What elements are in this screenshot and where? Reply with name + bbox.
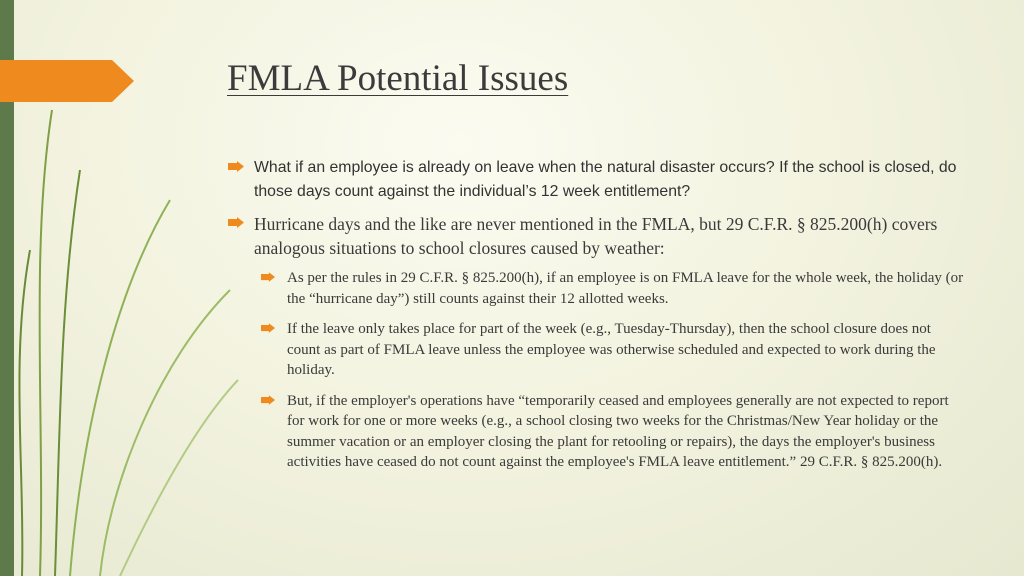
bullet-item xyxy=(228,156,968,204)
orange-arrow-bullet-icon xyxy=(261,272,275,282)
bullet-item xyxy=(228,212,968,260)
slide-title: FMLA Potential Issues xyxy=(227,58,569,99)
sub-bullet-item xyxy=(261,319,968,381)
sub-bullet-item xyxy=(261,268,968,309)
orange-arrow-bullet-icon xyxy=(228,161,244,172)
sub-bullet-text: If the leave only takes place for part of the week (e.g., Tuesday-Thursday), then the school closure does not count as part of FMLA leave unless the employee was otherwise scheduled and expected to work during the holiday. xyxy=(287,321,936,378)
bullet-text: What if an employee is already on leave when the natural disaster occurs? If the school is closed, do those days count against the individual’s 12 week entitlement? xyxy=(254,159,957,200)
orange-arrow-bullet-icon xyxy=(228,217,244,228)
orange-arrow-bullet-icon xyxy=(261,395,275,405)
bullet-text: Hurricane days and the like are never mentioned in the FMLA, but 29 C.F.R. § 825.200(h) covers analogous situations to school closures caused by weather: xyxy=(254,214,938,258)
sub-bullet-text: But, if the employer's operations have “temporarily ceased and employees generally are not expected to report for work for one or more weeks (e.g., a school closing two weeks for the Christmas/New Year holiday or the summer vacation or an employer closing the plant for retooling or repairs), the days the employer's business activities have ceased do not count against the employee's FMLA leave entitlement.” 29 C.F.R. § 825.200(h). xyxy=(287,392,949,470)
orange-arrow-bullet-icon xyxy=(261,323,275,333)
bullet-list xyxy=(228,156,968,483)
title-accent-arrow xyxy=(0,60,134,102)
sub-bullet-item xyxy=(261,391,968,473)
sub-bullet-text: As per the rules in 29 C.F.R. § 825.200(h), if an employee is on FMLA leave for the whole week, the holiday (or the “hurricane day”) still counts against their 12 allotted weeks. xyxy=(287,270,964,307)
